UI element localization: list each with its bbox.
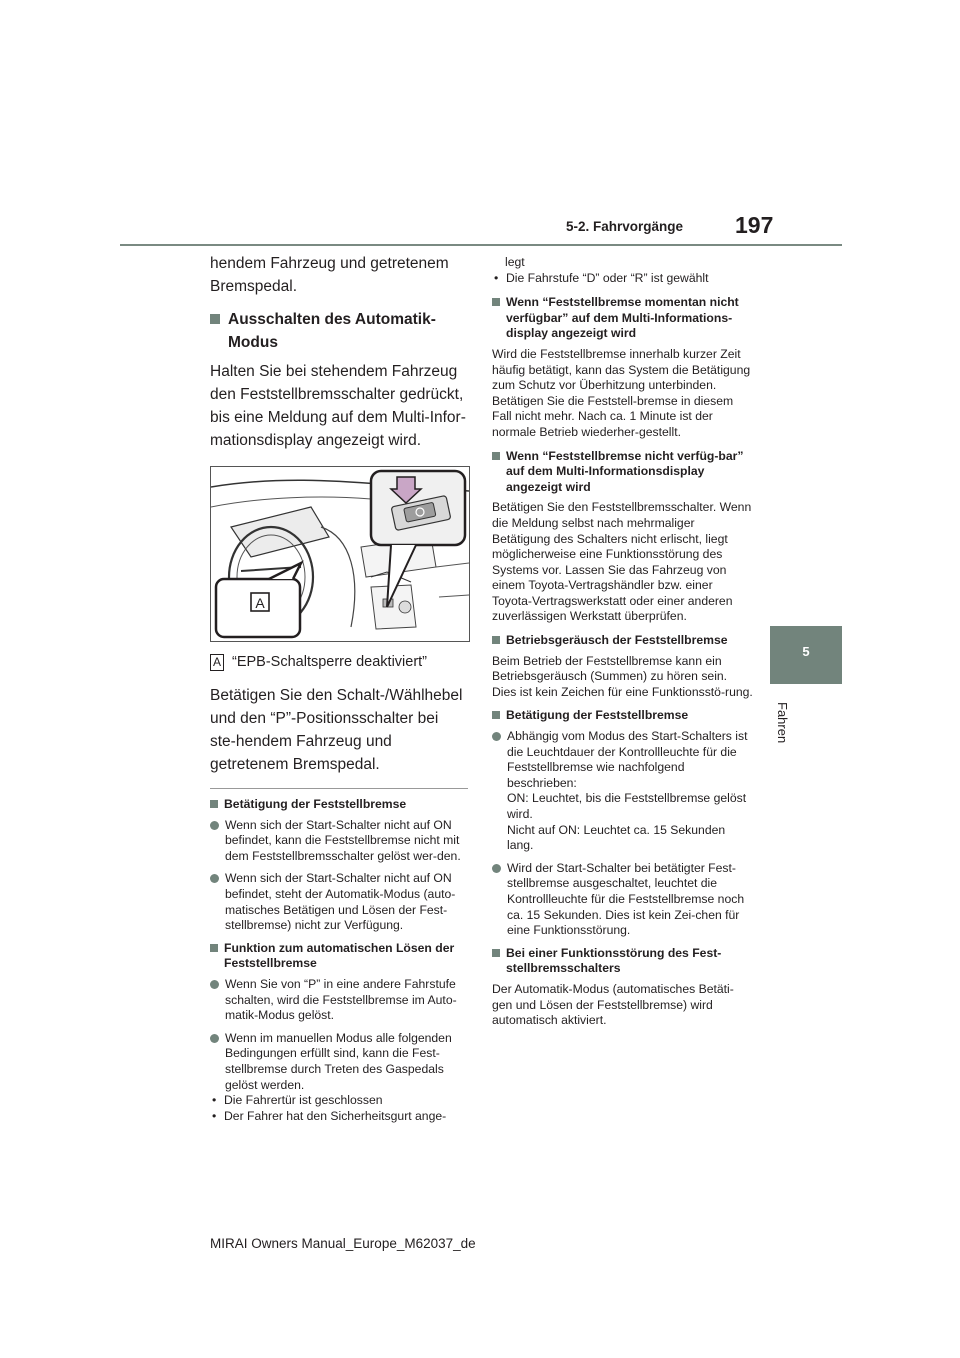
heading-unavailable: Wenn “Feststellbremse nicht verfüg-bar” auf dem Multi-Informationsdisplay angezeigt wird [492, 449, 754, 496]
condition-item: • Die Fahrstufe “D” oder “R” ist gewählt [494, 270, 709, 285]
square-bullet-icon [492, 711, 500, 719]
callout-marker-a: A [210, 654, 224, 671]
round-bullet-icon [492, 864, 501, 873]
round-bullet-icon [210, 821, 219, 830]
square-bullet-icon [492, 298, 500, 306]
square-bullet-icon [492, 452, 500, 460]
round-bullet-icon [210, 1034, 219, 1043]
section-divider [210, 788, 468, 789]
paragraph-switch-malfunction: Der Automatik-Modus (automatisches Betäti-gen und Lösen der Feststellbremse) wird automatisch aktiviert. [492, 981, 734, 1028]
left-column [210, 252, 468, 1124]
round-bullet-icon [210, 980, 219, 989]
sub-heading-auto-release: Funktion zum automatischen Lösen der Feststellbremse [210, 941, 468, 972]
heading-noise: Betriebsgeräusch der Feststellbremse [492, 633, 754, 649]
bullet-item: Abhängig vom Modus des Start-Schalters ist die Leuchtdauer der Kontrollleuchte für die Feststellbremse wie nachfolgend beschrieben: ON: Leuchtet, bis die Feststellbremse gelöst wird. Nicht auf ON: Leuchtet ca. 15 Sekunden lang. [492, 729, 754, 854]
square-bullet-icon [210, 314, 220, 324]
header-rule [120, 244, 842, 246]
heading-switch-malfunction: Bei einer Funktionsstörung des Fest-stellbremsschalters [492, 946, 754, 977]
heading-operation: Betätigung der Feststellbremse [492, 708, 754, 724]
paragraph-temporarily-unavailable: Wird die Feststellbremse innerhalb kurzer Zeit häufig betätigt, kann das System die Betätigung zum Schutz vor Überhitzung unterbinden. Betätigen Sie die Feststell-bremse in diesem Fall nicht mehr. Nach ca. 1 Minute ist der normale Betrieb wiederher-gestellt. [492, 346, 751, 439]
chapter-label [775, 688, 808, 748]
section-title: 5-2. Fahrvorgänge [566, 219, 684, 234]
continued-text: legt [505, 255, 525, 269]
right-column [492, 255, 754, 1037]
paragraph-noise: Beim Betrieb der Feststellbremse kann ein Betriebsgeräusch (Summen) zu hören sein. Dies ist kein Zeichen für eine Funktionsstö-rung. [492, 653, 753, 699]
bullet-item: Wenn Sie von “P” in eine andere Fahrstufe schalten, wird die Feststellbremse im Auto-matik-Modus gelöst. [210, 977, 468, 1024]
sub-heading-operation: Betätigung der Feststellbremse [210, 797, 468, 813]
condition-item: • Die Fahrertür ist geschlossen [212, 1093, 383, 1108]
heading-disable-auto: Ausschalten des Automatik-Modus [210, 308, 468, 354]
page-number: 197 [735, 212, 774, 238]
paragraph-unavailable: Betätigen Sie den Feststellbremsschalter. Wenn die Meldung selbst nach mehrmaliger Betätigung des Schalters nicht erlischt, liegt möglicherweise eine Funktionsstörung des Systems vor. Lassen Sie das Fahrzeug von einem Toyota-Vertragshändler bzw. einer Toyota-Vertragswerkstatt oder einer anderen zuverlässigen Werkstatt überprüfen. [492, 500, 752, 624]
heading-temporarily-unavailable: Wenn “Feststellbremse momentan nicht verfügbar” auf dem Multi-Informations-display angezeigt wird [492, 295, 754, 342]
bullet-item: Wird der Start-Schalter bei betätigter Fest-stellbremse ausgeschaltet, leuchtet die Kontrollleuchte für die Feststellbremse noch ca. 15 Sekunden. Dies ist kein Zei-chen für eine Funktionsstörung. [492, 861, 754, 939]
dashboard-illustration [210, 466, 470, 642]
intro-text: hendem Fahrzeug und getretenem Bremspedal. [210, 255, 449, 295]
condition-item: • Der Fahrer hat den Sicherheitsgurt ange- [212, 1108, 447, 1123]
bullet-item: Wenn sich der Start-Schalter nicht auf ON befindet, kann die Feststellbremse nicht mit dem Feststellbremsschalter gelöst wer-den. [210, 818, 468, 865]
square-bullet-icon [210, 944, 218, 952]
chapter-label-text: Fahren [775, 702, 790, 744]
square-bullet-icon [210, 800, 218, 808]
chapter-number: 5 [802, 644, 810, 659]
round-bullet-icon [210, 874, 219, 883]
bullet-item: Wenn im manuellen Modus alle folgenden Bedingungen erfüllt sind, kann die Fest-stellbremse durch Treten des Gaspedals gelöst werden. [210, 1031, 468, 1093]
square-bullet-icon [492, 949, 500, 957]
square-bullet-icon [492, 636, 500, 644]
round-bullet-icon [492, 732, 501, 741]
paragraph-disable-auto: Halten Sie bei stehendem Fahrzeug den Feststellbremsschalter gedrückt, bis eine Meldung auf dem Multi-Infor-mationsdisplay angezeigt wird. [210, 363, 466, 449]
svg-text:A: A [255, 595, 265, 611]
caption-a [210, 652, 468, 672]
caption-text: “EPB-Schaltsperre deaktiviert” [232, 654, 428, 670]
paragraph-shift: Betätigen Sie den Schalt-/Wählhebel und den “P”-Positionsschalter bei ste-hendem Fahrzeug und getretenem Bremspedal. [210, 687, 463, 773]
bullet-item: Wenn sich der Start-Schalter nicht auf ON befindet, steht der Automatik-Modus (auto-matisches Betätigen und Lösen der Fest-stellbremse) nicht zur Verfügung. [210, 871, 468, 933]
footer-manual-name: MIRAI Owners Manual_Europe_M62037_de [210, 1236, 476, 1251]
